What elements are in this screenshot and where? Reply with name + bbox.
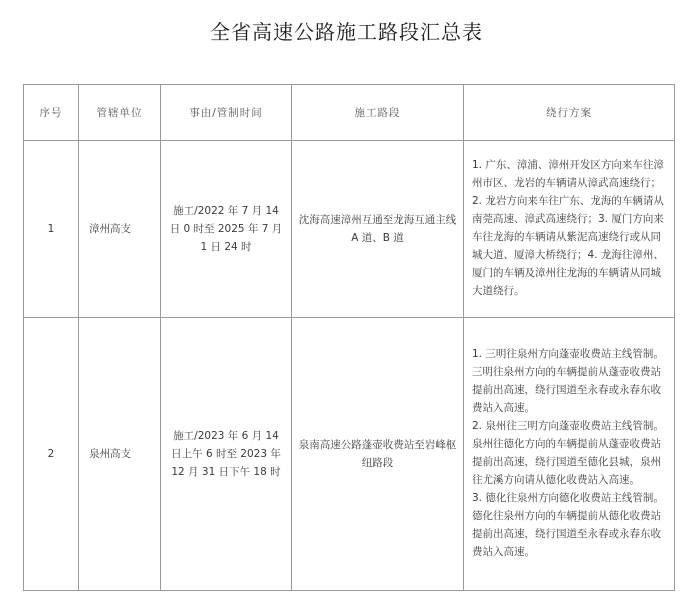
column-header-unit: 管辖单位 (79, 85, 161, 141)
page-title: 全省高速公路施工路段汇总表 (210, 20, 483, 44)
detour-plan: 1. 三明往泉州方向蓬壶收费站主线管制。三明往泉州方向的车辆提前从蓬壶收费站提前出高速，绕行国道至永春或永春东收费站入高速。 2. 泉州往三明方向蓬壶收费站主线管制。泉州往德化方向的车辆提前从蓬壶收费站提前出高速，绕行国道至德化县城，泉州往尤溪方向请从德化收费站入高速。 3. 德化往泉州方向德化收费站主线管制。德化往泉州方向的车辆提前从德化收费站提前出高速，绕行国道至永春或永春东收费站入高速。 (464, 318, 675, 591)
row-number: 1 (24, 141, 79, 318)
construction-section: 泉南高速公路蓬壶收费站至岩峰枢纽路段 (292, 318, 464, 591)
control-time: 施工/2023 年 6 月 14 日上午 6 时至 2023 年 12 月 31 日下午 18 时 (161, 318, 292, 591)
jurisdiction-unit: 泉州高支 (79, 318, 161, 591)
column-header-detour: 绕行方案 (464, 85, 675, 141)
column-header-time: 事由/管制时间 (161, 85, 292, 141)
column-header-section: 施工路段 (292, 85, 464, 141)
table-row (24, 318, 675, 591)
table-row (24, 141, 675, 318)
construction-section: 沈海高速漳州互通至龙海互通主线 A 道、B 道 (292, 141, 464, 318)
row-number: 2 (24, 318, 79, 591)
jurisdiction-unit: 漳州高支 (79, 141, 161, 318)
table-header-row (24, 85, 675, 141)
column-header-number: 序号 (24, 85, 79, 141)
summary-table (23, 84, 675, 591)
control-time: 施工/2022 年 7 月 14 日 0 时至 2025 年 7 月 1 日 24 时 (161, 141, 292, 318)
detour-plan: 1. 广东、漳浦、漳州开发区方向来车往漳州市区、龙岩的车辆请从漳武高速绕行；2. 龙岩方向来车往广东、龙海的车辆请从南莞高速、漳武高速绕行；3. 厦门方向来车往龙海的车辆请从紫泥高速绕行或从同城大道、厦漳大桥绕行；4. 龙海往漳州、厦门的车辆及漳州往龙海的车辆请从同城大道绕行。 (464, 141, 675, 318)
